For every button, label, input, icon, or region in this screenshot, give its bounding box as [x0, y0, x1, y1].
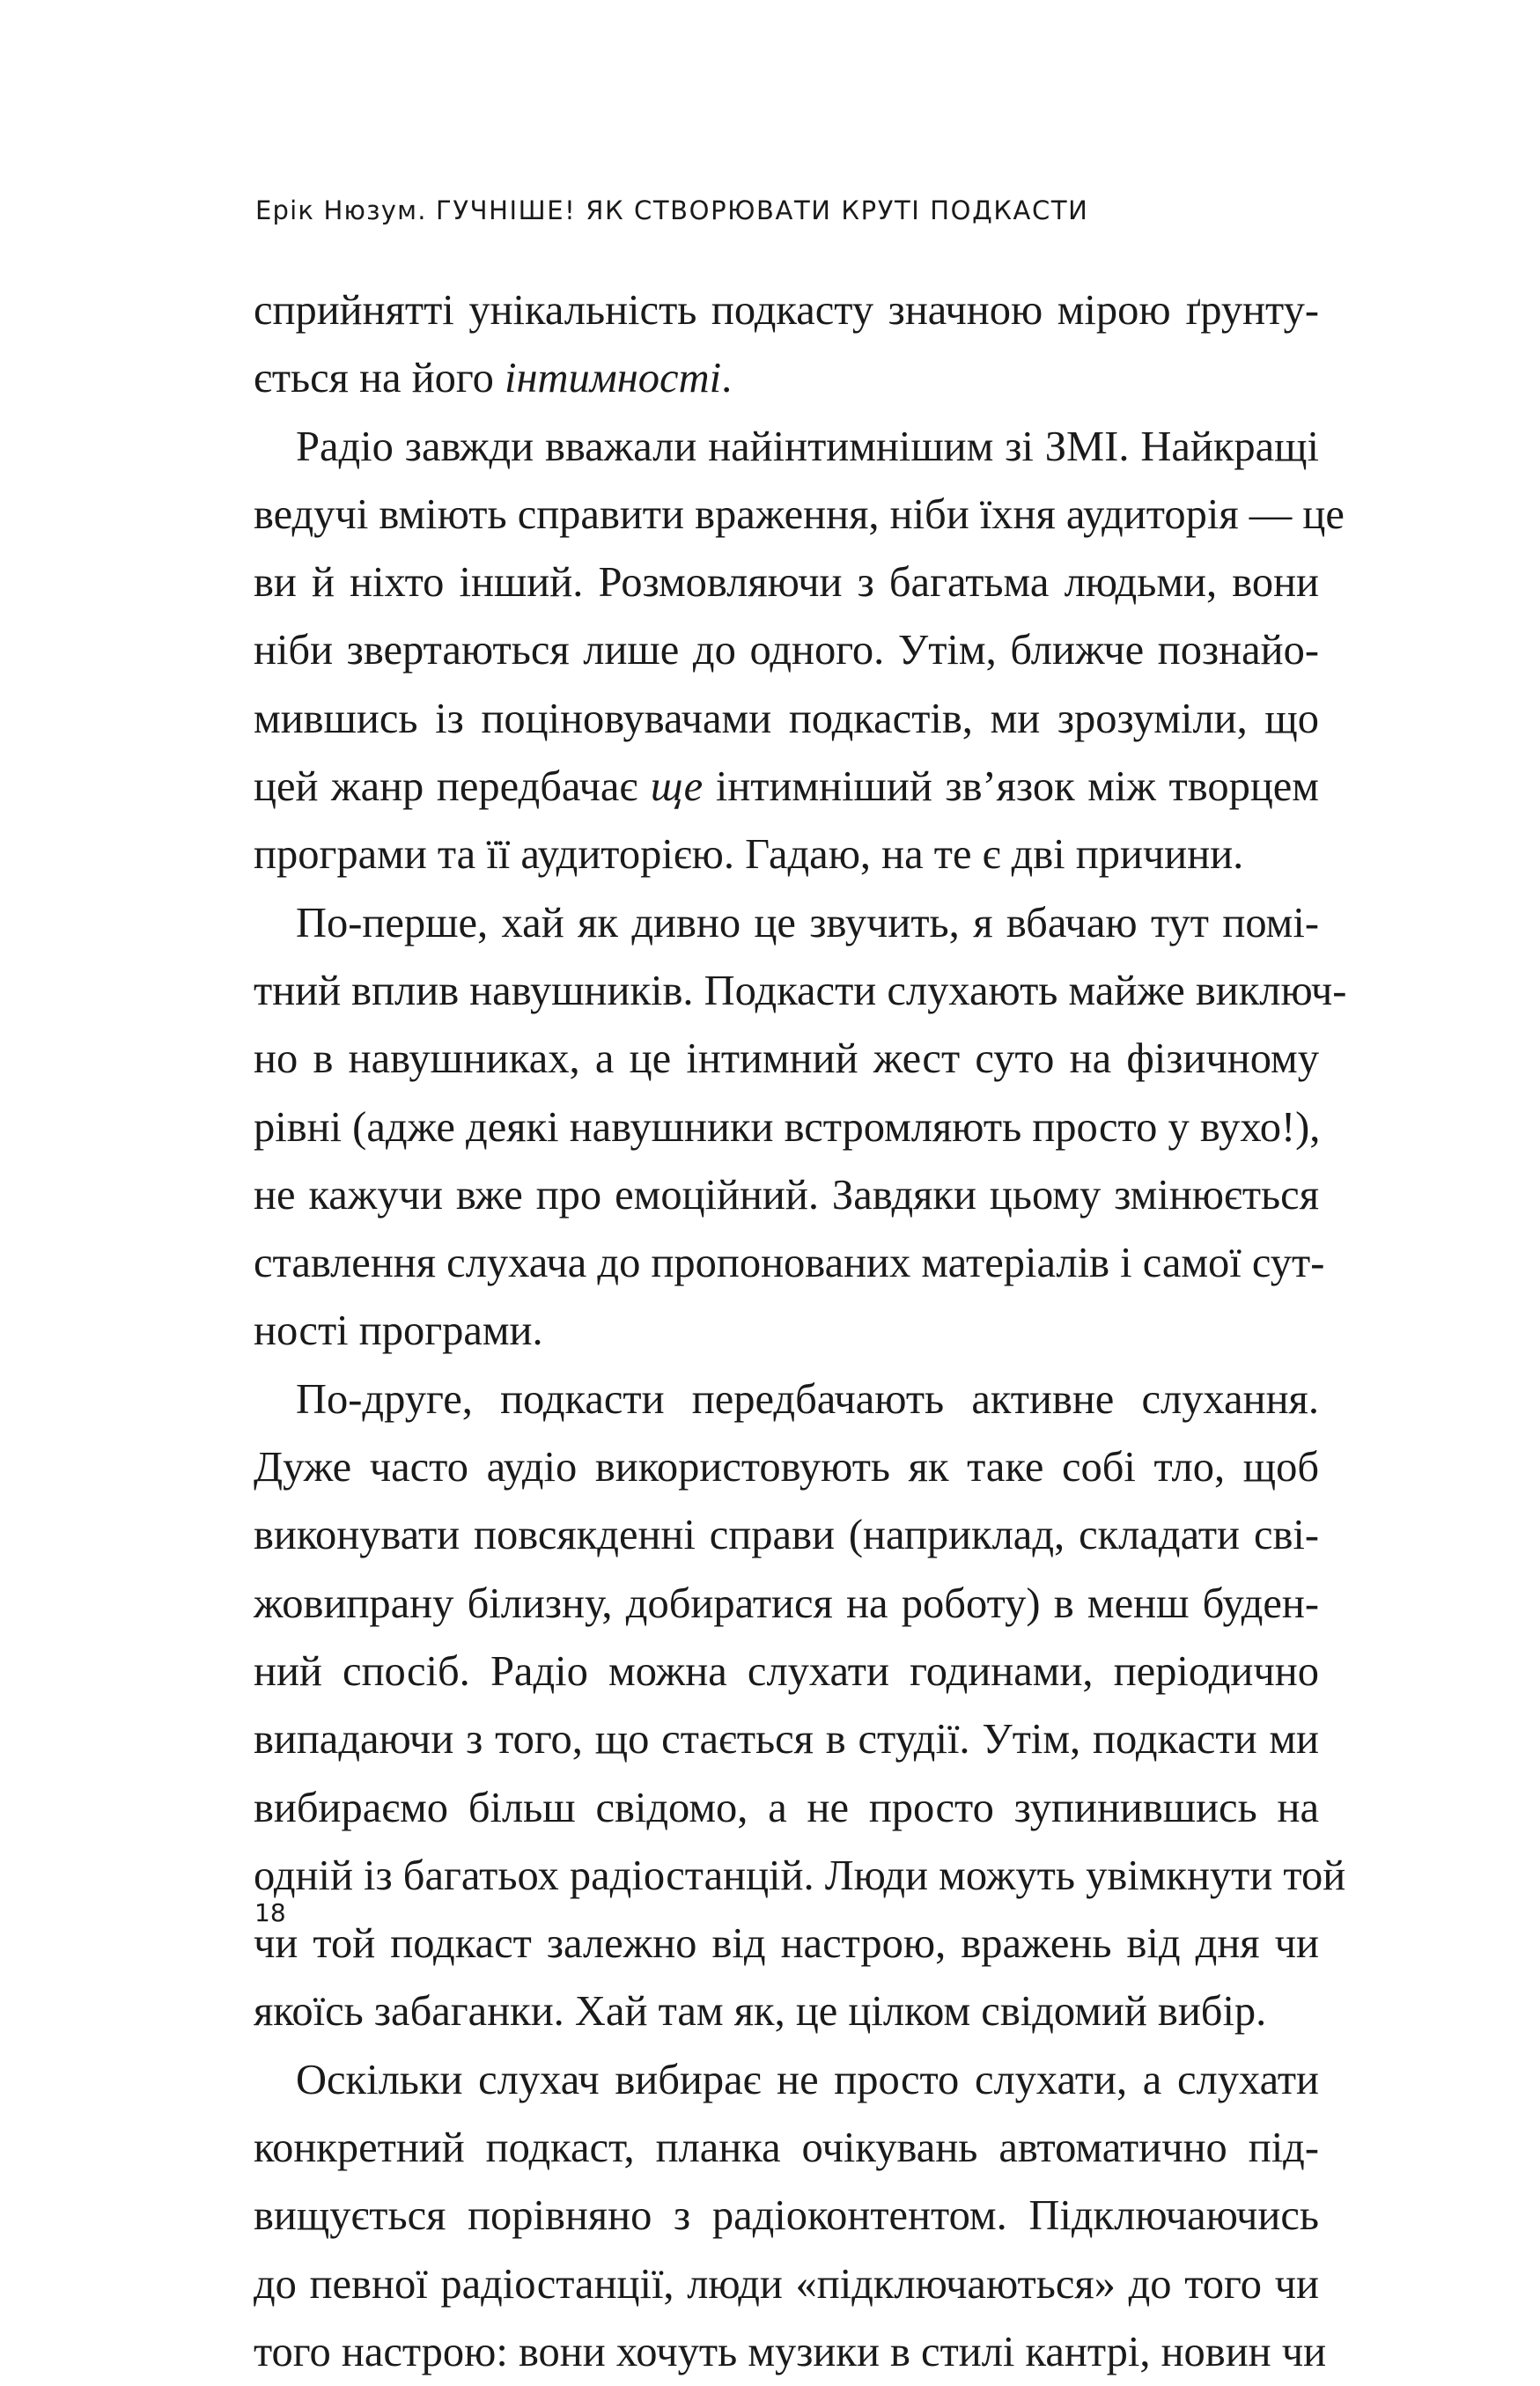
text-line [254, 1842, 1346, 1910]
text-run: конкретний подкаст, планка очікувань автоматично під- [254, 2125, 1319, 2172]
text-line [254, 685, 1319, 753]
paragraph [254, 413, 1345, 889]
text-line [254, 1501, 1319, 1569]
paragraph [254, 1366, 1346, 2046]
text-run: виконувати повсякденні справи (наприклад, складати сві- [254, 1512, 1319, 1559]
paragraph [254, 2046, 1327, 2386]
text-run: ється на його [254, 355, 505, 402]
text-line [254, 1297, 1319, 1365]
header-book-title: ГУЧНІШЕ! ЯК СТВОРЮВАТИ КРУТІ ПОДКАСТИ [436, 195, 1089, 225]
text-line [254, 1094, 1319, 1161]
text-line [254, 413, 1319, 481]
text-run: того настрою: вони хочуть музики в стилі кантрі, новин чи [254, 2328, 1327, 2375]
text-run: ви й ніхто інший. Розмовляючи з багатьма людьми, вони [254, 559, 1319, 607]
text-run: вибираємо більш свідомо, а не просто зупинившись на [254, 1784, 1319, 1831]
text-run: програми та її аудиторією. Гадаю, на те є дві причини. [254, 831, 1244, 879]
text-line [254, 344, 1319, 412]
text-line [254, 2250, 1319, 2318]
text-run: ведучі вміють справити враження, ніби їхня аудиторія — це [254, 490, 1345, 538]
text-line [254, 276, 1319, 344]
text-run: но в навушниках, а це інтимний жест суто на фізичному [254, 1035, 1319, 1083]
text-line [254, 1570, 1319, 1638]
text-line [254, 616, 1319, 684]
paragraph [254, 889, 1347, 1366]
text-run: . [721, 355, 733, 402]
text-line [254, 2182, 1319, 2250]
text-line [254, 2114, 1319, 2182]
text-line [254, 1774, 1319, 1842]
text-line [254, 2318, 1327, 2386]
text-run: якоїсь забаганки. Хай там як, це цілком свідомий вибір. [254, 1988, 1267, 2036]
running-head [255, 195, 1312, 225]
text-run: Радіо завжди вважали найінтимнішим зі ЗМІ. Найкращі [296, 423, 1319, 470]
text-run: жовипрану білизну, добиратися на роботу) в менш буден- [254, 1580, 1319, 1627]
text-line [254, 1229, 1325, 1297]
text-line [254, 549, 1319, 616]
text-run: рівні (адже деякі навушники встромляють просто у вухо!), [254, 1103, 1321, 1151]
text-line [254, 1977, 1319, 2045]
text-run: По-друге, подкасти передбачають активне слухання. [296, 1375, 1319, 1423]
text-run: інтимніший зв’язок між творцем [703, 763, 1319, 811]
body-text [254, 276, 1347, 2386]
paragraph [254, 276, 1319, 413]
text-line [254, 1025, 1319, 1093]
text-line [254, 957, 1347, 1025]
header-author: Ерік Нюзум. [255, 195, 427, 225]
text-line [254, 1366, 1319, 1433]
text-run: По-перше, хай як дивно це звучить, я вбачаю тут помі- [296, 899, 1319, 946]
text-line [254, 2046, 1319, 2114]
text-line [254, 821, 1319, 888]
text-run: Оскільки слухач вибирає не просто слухати, а слухати [296, 2056, 1319, 2103]
text-line [254, 889, 1319, 957]
text-run: ності програми. [254, 1307, 543, 1355]
text-line [254, 1638, 1319, 1705]
text-run: тний вплив навушників. Подкасти слухають майже виключ- [254, 967, 1347, 1014]
text-run: не кажучи вже про емоційний. Завдяки цьому змінюється [254, 1171, 1319, 1219]
emphasis: інтимності [504, 355, 722, 402]
emphasis: ще [650, 763, 704, 811]
text-run: ніби звертаються лише до одного. Утім, ближче познайо- [254, 627, 1319, 674]
text-run: до певної радіостанції, люди «підключаються» до того чи [254, 2260, 1319, 2308]
text-line [254, 1910, 1319, 1977]
text-line [254, 753, 1319, 821]
text-run: випадаючи з того, що стається в студії. Утім, подкасти ми [254, 1716, 1319, 1764]
text-run: чи той подкаст залежно від настрою, вражень від дня чи [254, 1920, 1319, 1968]
text-run: ставлення слухача до пропонованих матеріалів і самої сут- [254, 1240, 1325, 1287]
text-line [254, 1433, 1319, 1501]
text-run: сприйнятті унікальність подкасту значною мірою ґрунту- [254, 287, 1319, 334]
text-line [254, 1161, 1319, 1229]
text-line [254, 1705, 1319, 1773]
page-number: 18 [254, 1898, 286, 1927]
text-run: цей жанр передбачає [254, 763, 651, 811]
text-run: мившись із поціновувачами подкастів, ми зрозуміли, що [254, 695, 1319, 742]
text-run: одній із багатьох радіостанцій. Люди можуть увімкнути той [254, 1852, 1346, 1899]
text-run: Дуже часто аудіо використовують як таке собі тло, щоб [254, 1444, 1319, 1491]
text-line [254, 481, 1345, 549]
text-run: ний спосіб. Радіо можна слухати годинами, періодично [254, 1647, 1319, 1695]
text-run: вищується порівняно з радіоконтентом. Підключаючись [254, 2192, 1319, 2240]
